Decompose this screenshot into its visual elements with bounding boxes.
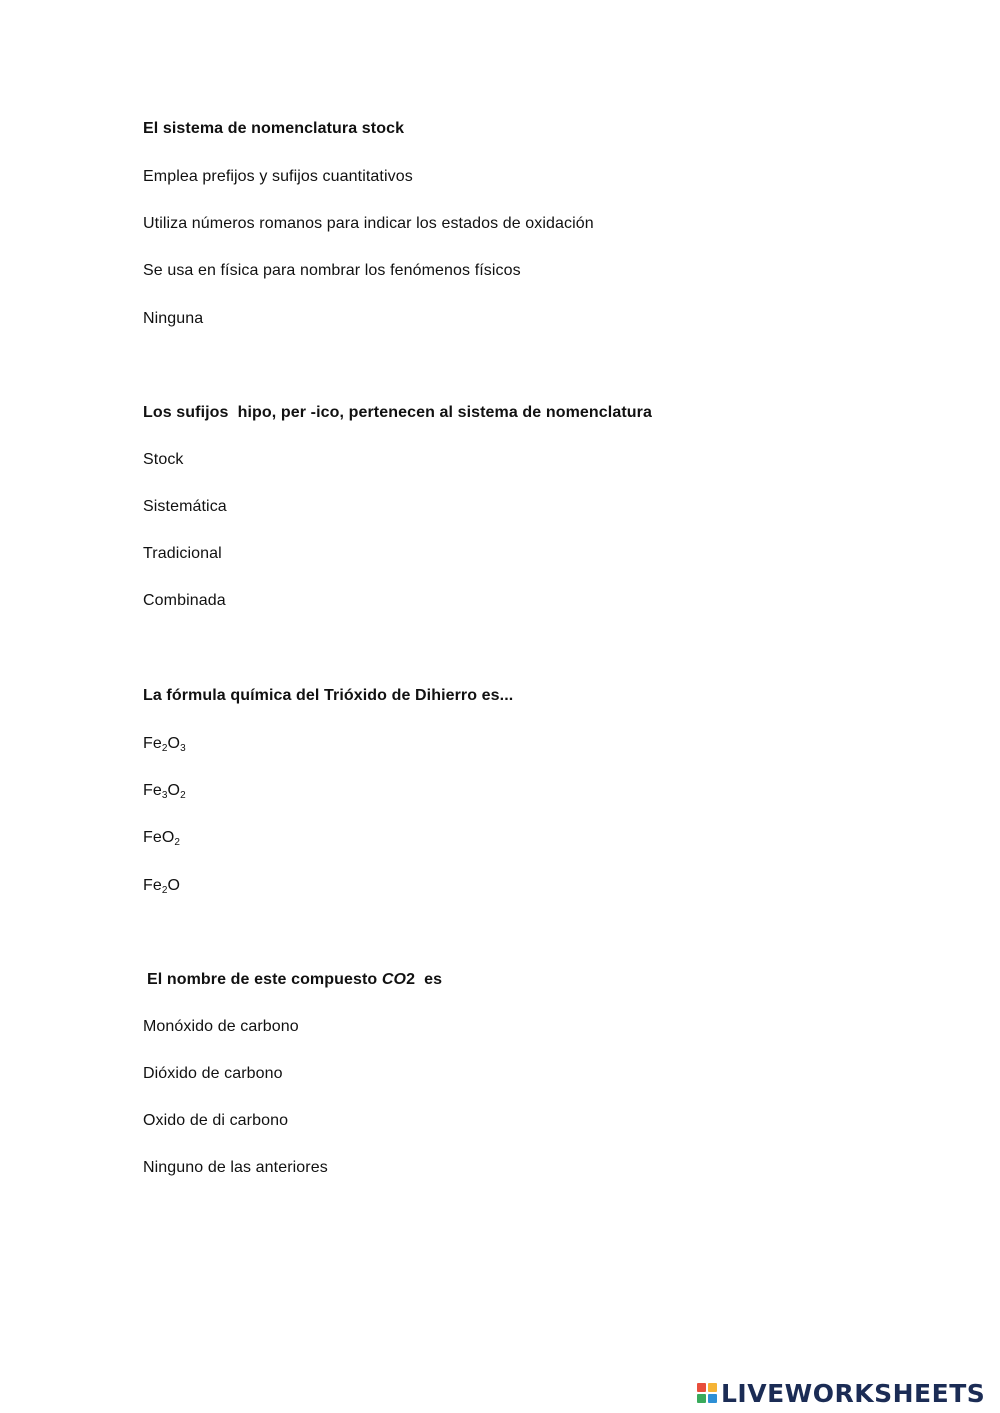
liveworksheets-logo-text: LIVEWORKSHEETS bbox=[721, 1378, 986, 1408]
question-4-title bbox=[147, 970, 442, 990]
question-2-option-3[interactable]: Tradicional bbox=[143, 545, 222, 562]
question-3-option-3[interactable] bbox=[143, 828, 180, 848]
logo-square-yellow bbox=[708, 1383, 717, 1392]
question-1-title: El sistema de nomenclatura stock bbox=[143, 120, 405, 137]
formula-subscript: 2 bbox=[161, 885, 168, 896]
formula-subscript: 3 bbox=[161, 790, 168, 801]
logo-square-blue bbox=[708, 1394, 717, 1403]
formula-part: O bbox=[167, 782, 181, 799]
liveworksheets-logo bbox=[697, 1378, 985, 1408]
question-4-title-end: es bbox=[415, 971, 443, 988]
question-3-title: La fórmula química del Trióxido de Dihierro es... bbox=[143, 687, 514, 704]
logo-square-red bbox=[697, 1383, 706, 1392]
formula-part: Fe bbox=[143, 782, 162, 799]
formula-subscript: 3 bbox=[180, 743, 186, 754]
question-4-option-3[interactable]: Oxido de di carbono bbox=[143, 1112, 289, 1129]
logo-square-green bbox=[697, 1394, 706, 1403]
question-1-option-2[interactable]: Utiliza números romanos para indicar los estados de oxidación bbox=[143, 215, 594, 232]
question-1-option-3[interactable]: Se usa en física para nombrar los fenómenos físicos bbox=[143, 262, 521, 279]
formula-subscript: 2 bbox=[161, 743, 168, 754]
formula-part: O bbox=[167, 735, 181, 752]
question-1-option-4[interactable]: Ninguna bbox=[143, 310, 204, 327]
question-3-option-2[interactable] bbox=[143, 781, 186, 801]
question-4-option-2[interactable]: Dióxido de carbono bbox=[143, 1065, 283, 1082]
question-4-option-4[interactable]: Ninguno de las anteriores bbox=[143, 1159, 328, 1176]
question-2-title: Los sufijos hipo, per -ico, pertenecen al sistema de nomenclatura bbox=[143, 404, 652, 421]
question-3-option-1[interactable] bbox=[143, 734, 186, 754]
formula-part: FeO bbox=[143, 829, 175, 846]
formula-subscript: 2 bbox=[180, 790, 186, 801]
question-4-option-1[interactable]: Monóxido de carbono bbox=[143, 1018, 299, 1035]
formula-subscript: 2 bbox=[174, 837, 181, 848]
formula-part: Fe bbox=[143, 735, 162, 752]
question-4-formula-digit: 2 bbox=[406, 971, 416, 988]
formula-part: Fe bbox=[143, 877, 162, 894]
formula-part: O bbox=[167, 877, 181, 894]
question-2-option-4[interactable]: Combinada bbox=[143, 592, 226, 609]
question-2-option-2[interactable]: Sistemática bbox=[143, 498, 227, 515]
question-4-title-text: El nombre de este compuesto bbox=[147, 971, 382, 988]
liveworksheets-logo-icon bbox=[697, 1383, 717, 1403]
question-3-option-4[interactable] bbox=[143, 876, 180, 896]
question-1-option-1[interactable]: Emplea prefijos y sufijos cuantitativos bbox=[143, 168, 413, 185]
question-2-option-1[interactable]: Stock bbox=[143, 451, 184, 468]
question-4-formula: CO bbox=[381, 971, 407, 988]
